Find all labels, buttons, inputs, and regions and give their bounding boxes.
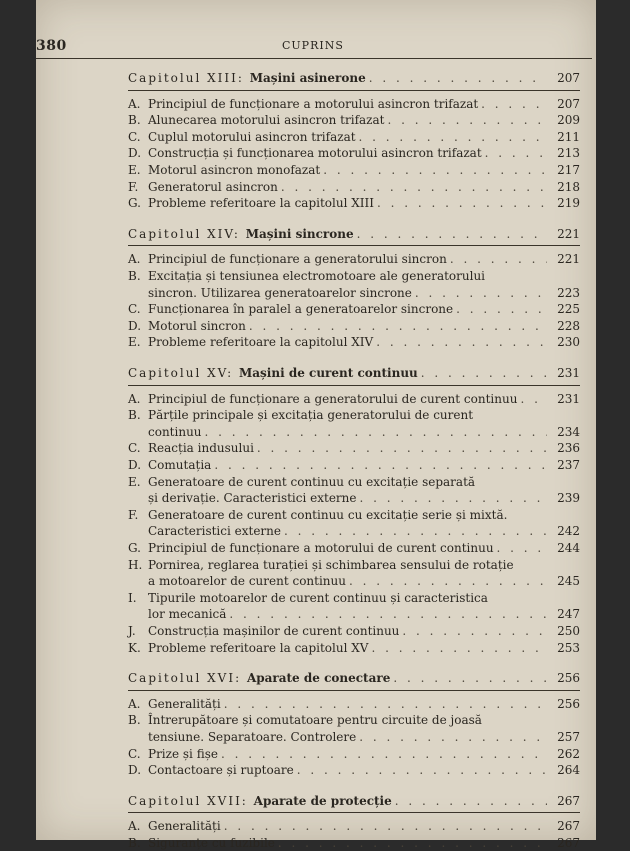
entry-letter: A.: [128, 696, 141, 711]
dot-leader: [214, 457, 547, 473]
entry-page: 234: [557, 424, 580, 439]
chapter-name: Mașini asinerone: [249, 71, 366, 85]
entry-letter: C.: [128, 746, 141, 761]
entry-line-text: Motorul sincron: [148, 318, 246, 333]
entry-page: 207: [557, 96, 580, 111]
entry-letter: D.: [128, 763, 142, 778]
toc-entry-line: [128, 112, 580, 128]
chapter-page: 267: [557, 793, 580, 808]
entry-letter: C.: [128, 129, 141, 144]
toc-entry-line: [128, 162, 580, 178]
toc-entry-line: [128, 268, 580, 284]
dot-leader: [520, 391, 547, 407]
chapter-name: Aparate de protecție: [253, 793, 392, 808]
toc-entry-text: [128, 606, 226, 622]
entry-page: 230: [557, 335, 580, 350]
toc-entry-line: [128, 424, 580, 440]
entry-page: 262: [557, 746, 580, 761]
entry-line-text: Probleme referitoare la capitolul XV: [148, 640, 369, 655]
entry-line-text: Tipurile motoarelor de curent continuu și caracteristica: [148, 590, 488, 605]
entry-page: 218: [557, 179, 580, 194]
dot-leader: [281, 179, 547, 195]
chapter-title: [128, 793, 392, 809]
toc-entry-line: [128, 818, 580, 834]
toc-entry-text: [128, 523, 281, 539]
toc-entry-text: [128, 440, 254, 456]
entry-line-text: Generalități: [148, 819, 221, 834]
toc-entry-text: [128, 301, 453, 317]
entry-page: 267: [557, 819, 580, 834]
chapter-page: 221: [557, 226, 580, 241]
toc-entry-text: [128, 474, 475, 490]
chapter-page: 231: [557, 366, 580, 380]
entry-letter: G.: [128, 196, 141, 211]
dot-leader: [377, 195, 547, 211]
chapter-rule: [128, 245, 580, 246]
toc-entry-text: [128, 746, 218, 762]
dot-leader: [224, 696, 547, 712]
toc-entry-line: [128, 712, 580, 728]
entry-line-text: Prize și fișe: [148, 746, 218, 761]
toc-entry-text: [128, 407, 473, 423]
entry-letter: A.: [128, 391, 141, 406]
toc-entry-text: [128, 490, 357, 506]
toc-entry-line: [128, 540, 580, 556]
toc-entry-line: [128, 762, 580, 778]
entry-letter: C.: [128, 441, 141, 456]
chapter-label: Capitolul XVI:: [128, 671, 247, 686]
chapter-name: Aparate de conectare: [246, 671, 391, 686]
toc-entry-line: [128, 440, 580, 456]
dot-leader: [229, 606, 547, 622]
toc-entry-text: [128, 129, 356, 145]
toc-entry-line: [128, 301, 580, 317]
dot-leader: [360, 490, 548, 506]
dot-leader: [359, 729, 547, 745]
entry-line-text: Funcționarea în paralel a generatoarelor sincrone: [148, 302, 454, 317]
entry-line-text: Principiul de funcționare a motorului asincron trifazat: [148, 96, 479, 111]
chapter-title: [128, 70, 366, 86]
chapter-name: Mașini sincrone: [245, 226, 354, 241]
chapter-heading: [128, 226, 580, 242]
entry-line-text: a motoarelor de curent continuu: [148, 574, 346, 589]
dot-leader: [402, 623, 547, 639]
dot-leader: [421, 365, 547, 381]
header-rule: [36, 58, 592, 59]
toc-entry-line: [128, 129, 580, 145]
entry-letter: E.: [128, 163, 141, 177]
entry-page: 228: [557, 318, 580, 333]
entry-page: 219: [557, 196, 580, 211]
entry-letter: A.: [128, 252, 141, 267]
entry-line-text: Principiul de funcționare a generatorului sincron: [148, 252, 447, 267]
dot-leader: [376, 334, 547, 350]
toc-entry-line: [128, 606, 580, 622]
toc-entry-text: [128, 162, 320, 178]
toc-entry-text: [128, 424, 202, 440]
entry-line-text: Generatoare de curent continuu cu excitație separată: [148, 474, 476, 489]
entry-letter: B.: [128, 113, 141, 128]
running-title: CUPRINS: [282, 39, 344, 52]
entry-line-text: Cuplul motorului asincron trifazat: [148, 129, 356, 144]
dot-leader: [249, 318, 547, 334]
chapter-heading: [128, 793, 580, 809]
entry-page: 213: [557, 146, 580, 161]
chapter-title: [128, 670, 390, 686]
toc-entry-line: [128, 573, 580, 589]
toc-entry-line: [128, 318, 580, 334]
toc-entry-text: [128, 318, 246, 334]
entry-letter: D.: [128, 146, 142, 161]
chapter-label: Capitolul XIII:: [128, 71, 250, 85]
toc-entry-text: [128, 712, 482, 728]
toc-entry-text: [128, 540, 494, 556]
toc-entry-text: [128, 729, 356, 745]
entry-letter: C.: [128, 302, 141, 317]
dot-leader: [497, 540, 547, 556]
dot-leader: [369, 70, 547, 86]
entry-letter: D.: [128, 458, 142, 472]
chapter-rule: [128, 90, 580, 91]
chapter-heading: [128, 365, 580, 381]
entry-letter: G.: [128, 541, 141, 555]
entry-page: 257: [557, 730, 580, 744]
toc-entry-line: [128, 285, 580, 301]
toc-entry-text: [128, 507, 507, 523]
toc-entry-line: [128, 523, 580, 539]
entry-letter: K.: [128, 640, 141, 655]
entry-line-text: Contactoare și ruptoare: [148, 763, 294, 778]
toc-entry-text: [128, 391, 517, 407]
toc-entry-line: [128, 590, 580, 606]
toc-entry-line: [128, 179, 580, 195]
entry-page: 236: [557, 441, 580, 456]
chapter-rule: [128, 690, 580, 691]
chapter-name: Mașini de curent continuu: [238, 366, 418, 380]
entry-line-text: Comutația: [148, 458, 212, 472]
toc-entry-text: [128, 285, 412, 301]
toc-entry-line: [128, 334, 580, 350]
toc-entry-line: [128, 407, 580, 423]
entry-line-text: și derivație. Caracteristici externe: [148, 491, 357, 506]
dot-leader: [349, 573, 547, 589]
dot-leader: [297, 762, 547, 778]
toc-entry-text: [128, 334, 373, 350]
dot-leader: [371, 640, 547, 656]
entry-page: 242: [557, 524, 580, 539]
dot-leader: [485, 145, 547, 161]
entry-page: 231: [557, 391, 580, 406]
entry-line-text: Întrerupătoare și comutatoare pentru circuite de joasă: [148, 713, 482, 728]
entry-page: 264: [557, 763, 580, 778]
toc-entry-text: [128, 590, 488, 606]
entry-letter: I.: [128, 590, 137, 605]
chapter-title: [128, 226, 354, 242]
chapter-label: Capitolul XVII:: [128, 793, 254, 808]
entry-letter: B.: [128, 408, 141, 423]
chapter-heading: [128, 70, 580, 86]
entry-line-text: Motorul asincron monofazat: [148, 163, 321, 177]
entry-letter: H.: [128, 557, 143, 572]
entry-line-text: Pornirea, reglarea turației și schimbarea sensului de rotație: [148, 557, 514, 572]
toc-entry-line: [128, 474, 580, 490]
entry-line-text: Generatoare de curent continuu cu excitație serie și mixtă.: [148, 507, 508, 522]
book-page: [36, 0, 596, 850]
dot-leader: [323, 162, 547, 178]
toc-entry-line: [128, 457, 580, 473]
entry-letter: B.: [128, 713, 141, 728]
toc-entry-line: [128, 490, 580, 506]
entry-letter: F.: [128, 507, 139, 522]
toc-entry-text: [128, 573, 346, 589]
chapter-label: Capitolul XV:: [128, 366, 239, 380]
entry-page: 211: [557, 129, 580, 144]
toc-entry-line: [128, 640, 580, 656]
entry-page: 256: [557, 696, 580, 711]
entry-line-text: Siguranțe cu fuzibile: [148, 836, 275, 850]
toc-entry-text: [128, 557, 514, 573]
dot-leader: [395, 793, 547, 809]
toc-entry-text: [128, 696, 221, 712]
dot-leader: [205, 424, 547, 440]
entry-line-text: Excitația și tensiunea electromotoare ale generatorului: [148, 269, 486, 283]
toc-entry-text: [128, 457, 211, 473]
dot-leader: [481, 96, 547, 112]
entry-page: 237: [557, 458, 580, 472]
page-number: 380: [36, 38, 67, 54]
entry-page: 244: [557, 541, 580, 555]
entry-line-text: Principiul de funcționare a motorului de curent continuu: [148, 541, 494, 555]
entry-line-text: Alunecarea motorului asincron trifazat: [148, 113, 385, 128]
entry-line-text: Generalități: [148, 696, 221, 711]
entry-page: 223: [557, 285, 580, 300]
toc-entry-text: [128, 762, 294, 778]
dot-leader: [387, 112, 547, 128]
toc-entry-text: [128, 835, 275, 851]
entry-letter: A.: [128, 819, 141, 834]
entry-letter: A.: [128, 96, 141, 111]
toc-entry-line: [128, 391, 580, 407]
entry-page: 209: [557, 113, 580, 128]
dot-leader: [257, 440, 547, 456]
chapter-heading: [128, 670, 580, 686]
toc-entry-text: [128, 145, 482, 161]
entry-line-text: Probleme referitoare la capitolul XIV: [148, 335, 374, 350]
entry-page: 217: [557, 163, 580, 177]
toc-entry-text: [128, 195, 374, 211]
entry-line-text: Părțile principale și excitația generatorului de curent: [148, 408, 474, 423]
dot-leader: [224, 818, 547, 834]
entry-letter: E.: [128, 474, 141, 489]
toc-entry-line: [128, 557, 580, 573]
toc-entry-line: [128, 729, 580, 745]
entry-line-text: sincron. Utilizarea generatoarelor sincrone: [148, 285, 412, 300]
entry-page: 253: [557, 640, 580, 655]
entry-letter: F.: [128, 179, 139, 194]
dot-leader: [415, 285, 547, 301]
entry-line-text: lor mecanică: [148, 607, 227, 622]
chapter-page: 207: [557, 71, 580, 85]
entry-page: 239: [557, 491, 580, 506]
dot-leader: [393, 670, 547, 686]
entry-line-text: Generatorul asincron: [148, 179, 278, 194]
entry-page: 221: [557, 252, 580, 267]
chapter-page: 256: [557, 671, 580, 686]
toc-entry-text: [128, 96, 478, 112]
toc-entry-line: [128, 746, 580, 762]
toc-entry-line: [128, 145, 580, 161]
entry-page: 245: [557, 574, 580, 589]
dot-leader: [221, 746, 547, 762]
chapter-label: Capitolul XIV:: [128, 226, 246, 241]
dot-leader: [278, 835, 547, 851]
entry-line-text: Construcția și funcționarea motorului asincron trifazat: [148, 146, 482, 161]
toc-entry-line: [128, 195, 580, 211]
entry-line-text: Principiul de funcționare a generatorului de curent continuu: [148, 391, 518, 406]
toc-entry-line: [128, 96, 580, 112]
entry-line-text: tensiune. Separatoare. Controlere: [148, 730, 357, 744]
toc-entry-text: [128, 251, 447, 267]
entry-line-text: Probleme referitoare la capitolul XIII: [148, 196, 374, 211]
page-header: [36, 38, 592, 58]
toc-entry-line: [128, 835, 580, 851]
toc-entry-line: [128, 251, 580, 267]
entry-letter: B.: [128, 269, 141, 283]
dot-leader: [284, 523, 547, 539]
toc-entry-text: [128, 623, 399, 639]
dot-leader: [359, 129, 547, 145]
entry-letter: E.: [128, 335, 141, 350]
entry-page: 247: [557, 607, 580, 622]
entry-letter: B.: [128, 836, 141, 850]
toc-entry-text: [128, 640, 368, 656]
dot-leader: [456, 301, 547, 317]
entry-page: 225: [557, 302, 580, 317]
toc-entry-line: [128, 696, 580, 712]
toc-entry-line: [128, 507, 580, 523]
dot-leader: [357, 226, 547, 242]
entry-line-text: continuu: [148, 424, 202, 439]
entry-page: 267: [557, 836, 580, 850]
entry-letter: J.: [128, 624, 136, 638]
entry-line-text: Reacția indusului: [148, 441, 254, 456]
toc-entry-text: [128, 179, 278, 195]
chapter-rule: [128, 812, 580, 813]
chapter-title: [128, 365, 418, 381]
toc-entry-text: [128, 818, 221, 834]
entry-line-text: Caracteristici externe: [148, 524, 281, 539]
dot-leader: [450, 251, 547, 267]
entry-line-text: Construcția mașinilor de curent continuu: [148, 624, 400, 638]
toc-entry-line: [128, 623, 580, 639]
toc-entry-text: [128, 268, 485, 284]
chapter-rule: [128, 385, 580, 386]
entry-letter: D.: [128, 318, 142, 333]
entry-page: 250: [557, 624, 580, 638]
toc-entry-text: [128, 112, 384, 128]
